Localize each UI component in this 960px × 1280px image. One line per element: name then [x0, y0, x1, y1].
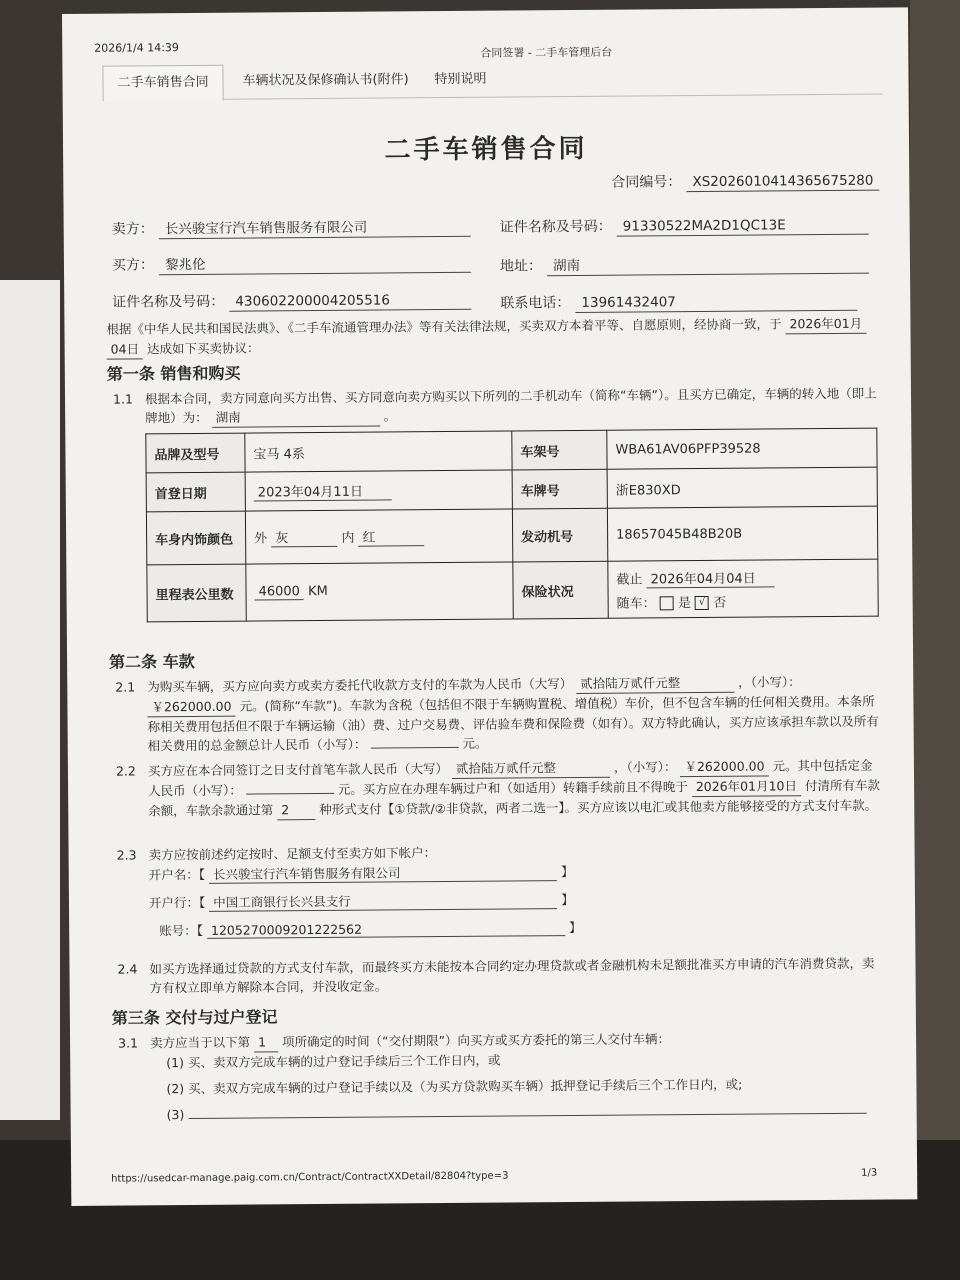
seller-label: 卖方：: [111, 221, 154, 238]
background-right: [910, 0, 960, 1280]
intro-paragraph: [106, 314, 878, 360]
tab-special-notes[interactable]: 特别说明: [434, 71, 487, 88]
mileage-label: 里程表公里数: [147, 564, 246, 622]
buyer-id-label: 证件名称及号码：: [112, 293, 225, 311]
buyer-name: 黎兆伦: [159, 251, 471, 275]
clause-2-2-text-e: 付清所有车款余额，车款余款通过第: [148, 777, 880, 819]
payment-option: 2: [277, 800, 315, 820]
tab-sales-contract[interactable]: 二手车销售合同: [102, 65, 223, 102]
account-bank-row: [149, 890, 574, 912]
account-name-label: 开户名：【: [148, 866, 206, 883]
exterior-label: 外: [254, 531, 268, 547]
total-amount: [371, 747, 459, 749]
delivery-option-1: (1) 买、卖双方完成车辆的过户登记手续后三个工作日内，或: [166, 1052, 501, 1071]
seller-name: 长兴骏宝行汽车销售服务有限公司: [159, 215, 471, 239]
clause-2-1-number: 2.1: [115, 679, 136, 695]
contract-number: XS2026010414365675280: [686, 173, 879, 193]
footer-page-number: 1/3: [861, 1167, 878, 1179]
clause-2-1-end: 元。: [462, 735, 488, 751]
clause-2-2-number: 2.2: [115, 763, 136, 779]
clause-2-4-text: 如买方选择通过贷款的方式支付车款，而最终买方未能按本合同约定办理贷款或者金融机构未足额批准买方申请的汽车消费贷款，卖方有权立即单方解除本合同，并没收定金。: [149, 955, 875, 996]
engine-value: 18657045B48B20B: [607, 506, 877, 561]
seller-id-row: [500, 214, 869, 238]
clause-2-2-text-a: 买方应在本合同签订之日支付首笔车款人民币（大写）: [147, 760, 449, 779]
insurance-follow-row: [617, 590, 870, 611]
reg-date-value: 2023年04月11日: [254, 480, 392, 501]
interior-color: 红: [358, 526, 424, 547]
delivery-option-2: (2) 买、卖双方完成车辆的过户登记手续以及（为买方贷款购买车辆）抵押登记手续后三个工作日内，或;: [166, 1076, 743, 1097]
clause-2-1-text-a: 为购买车辆，买方应向卖方或卖方委托代收款方支付的车款为人民币（大写）: [147, 676, 573, 695]
insurance-deadline: 2026年04月04日: [647, 567, 775, 588]
mileage-value: 46000: [254, 584, 303, 600]
clause-2-1: [147, 672, 882, 756]
vin-value: WBA61AV06PFP39528: [607, 428, 877, 469]
clause-1-1: [145, 384, 879, 429]
interior-label: 内: [341, 530, 355, 546]
table-row: [146, 506, 877, 565]
clause-2-4-number: 2.4: [117, 961, 138, 977]
intro-date-b: 04日: [107, 339, 144, 359]
intro-text: 根据《中华人民共和国民法典》、《二手车流通管理办法》等有关法律法规，买卖双方本着平等、自愿原则，经协商一致，于: [106, 316, 782, 337]
clause-2-3-text: 卖方应按前述约定按时、足额支付至卖方如下帐户：: [148, 845, 437, 863]
table-row: [146, 467, 877, 512]
clause-2-2-text-b: ，（小写）：: [613, 759, 677, 775]
clause-1-1-text: 根据本合同，卖方同意向买方出售、买方同意向卖方购买以下所列的二手机动车（简称“车辆”）。且买方已确定，车辆的转入地（即上牌地）为：: [144, 385, 877, 426]
first-payment-upper: 贰拾陆万贰仟元整: [452, 758, 610, 779]
delivery-item: 1: [254, 1032, 278, 1052]
phone-row: [500, 290, 857, 314]
clause-1-1-end: 。: [383, 408, 397, 424]
plate-value: 浙E830XD: [607, 467, 877, 508]
clause-2-2: [148, 756, 882, 822]
deposit-amount: [246, 793, 334, 795]
print-timestamp: 2026/1/4 14:39: [94, 41, 179, 55]
brand-value: 宝马 4系: [245, 431, 512, 472]
transfer-place: 湖南: [212, 407, 380, 428]
tab-vehicle-condition[interactable]: 车辆状况及保修确认书(附件): [242, 72, 409, 89]
plate-label: 车牌号: [512, 469, 607, 509]
address: 湖南: [547, 252, 869, 277]
account-bank-label: 开户行：【: [148, 894, 206, 911]
delivery-option-3-label: (3): [166, 1107, 185, 1123]
engine-label: 发动机号: [512, 508, 607, 562]
account-name-row: [149, 862, 574, 884]
insurance-follow-label: 随车：: [616, 595, 656, 612]
mileage-unit: KM: [307, 583, 328, 600]
clause-3-1-number: 3.1: [118, 1035, 139, 1051]
brand-label: 品牌及型号: [146, 433, 245, 473]
section2-title: 第二条 车款: [109, 651, 195, 672]
contract-number-row: [611, 170, 879, 193]
account-bank-bracket: 】: [561, 892, 574, 908]
buyer-row: [112, 251, 471, 276]
color-label: 车身内饰颜色: [146, 511, 245, 565]
insurance-deadline-row: [616, 566, 869, 588]
address-row: [500, 252, 869, 277]
insurance-deadline-label: 截止: [616, 571, 643, 588]
vin-label: 车架号: [512, 430, 607, 470]
yes-label: 是: [677, 595, 692, 611]
yes-checkbox[interactable]: [660, 596, 674, 610]
phone: 13961432407: [575, 293, 857, 313]
print-page-title: 合同签署 - 二手车管理后台: [480, 45, 613, 60]
balance-deadline: 2026年01月10日: [692, 776, 801, 797]
buyer-label: 买方：: [111, 257, 155, 274]
clause-2-1-text-b: ，（小写）：: [738, 674, 801, 690]
buyer-id-row: [112, 289, 471, 313]
table-row: [147, 559, 878, 622]
contract-page: [62, 7, 917, 1206]
table-row: [146, 428, 877, 473]
contract-number-label: 合同编号：: [611, 174, 682, 191]
price-lower: ￥262000.00: [147, 697, 235, 718]
account-bank: 中国工商银行长兴县支行: [209, 890, 557, 912]
price-upper: 贰拾陆万贰仟元整: [576, 673, 734, 694]
account-number-row: [159, 918, 581, 939]
delivery-option-3-blank: [188, 1113, 866, 1119]
vehicle-info-table: [145, 428, 878, 623]
phone-label: 联系电话：: [500, 295, 571, 312]
seller-id: 91330522MA2D1QC13E: [617, 217, 869, 237]
account-number: 1205270009201222562: [207, 920, 565, 939]
clause-2-2-text-c: 元。其中包括定金人民币（小写）：: [148, 757, 873, 799]
section1-title: 第一条 销售和购买: [106, 363, 241, 384]
insurance-label: 保险状况: [513, 561, 608, 619]
intro-date-a: 2026年01月: [785, 314, 866, 335]
clause-2-1-text-c: 元。(简称“车款”)。车款为含税（包括但不限于车辆购置税、增值税）车价，但不包含车辆的任何相关费用。本条所称相关费用包括但不限于车辆运输（油）费、过户交易费、评估验车费和保险费（如有）。双方特此确认，买方应该承担车款以及所有相关费用的总金额总计人民币（小写）：: [147, 693, 879, 754]
intro-tail: 达成如下买卖协议：: [146, 340, 260, 357]
account-name-bracket: 】: [560, 864, 574, 880]
clause-2-3-number: 2.3: [116, 847, 137, 863]
first-payment-lower: ￥262000.00: [680, 756, 768, 777]
reg-date-label: 首登日期: [146, 472, 245, 512]
address-label: 地址：: [499, 258, 543, 275]
section3-title: 第三条 交付与过户登记: [111, 1007, 278, 1028]
buyer-id: 430602200004205516: [229, 292, 471, 312]
clause-3-1-text-b: 项所确定的时间（“交付期限”）向买方或买方委托的第三人交付车辆：: [282, 1031, 671, 1050]
clause-3-1-text-a: 卖方应当于以下第: [150, 1034, 251, 1051]
document-title: 二手车销售合同: [384, 133, 588, 166]
clause-1-1-number: 1.1: [112, 391, 133, 407]
delivery-option-3: [167, 1100, 867, 1124]
seller-row: [112, 215, 471, 240]
account-number-label: 账号：【: [159, 922, 204, 939]
tab-bar: [102, 60, 882, 101]
background-paper-left: [0, 280, 60, 1120]
footer-url: https://usedcar-manage.paig.com.cn/Contract/ContractXXDetail/82804?type=3: [111, 1170, 509, 1185]
seller-id-label: 证件名称及号码：: [499, 218, 612, 236]
clause-2-2-text-d: 元。买方应在办理车辆过户和（如适用）转籍手续前且不得晚于: [337, 779, 688, 797]
exterior-color: 灰: [271, 527, 337, 548]
account-name: 长兴骏宝行汽车销售服务有限公司: [209, 862, 557, 884]
no-checkbox[interactable]: √: [695, 596, 709, 610]
clause-3-1: [150, 1028, 884, 1054]
clause-2-2-text-f: 种形式支付【①贷款/②非贷款，两者二选一】。买方应该以电汇或其他卖方能够接受的方式支付车款。: [319, 797, 878, 818]
no-label: 否: [713, 595, 727, 611]
account-number-bracket: 】: [568, 919, 582, 936]
